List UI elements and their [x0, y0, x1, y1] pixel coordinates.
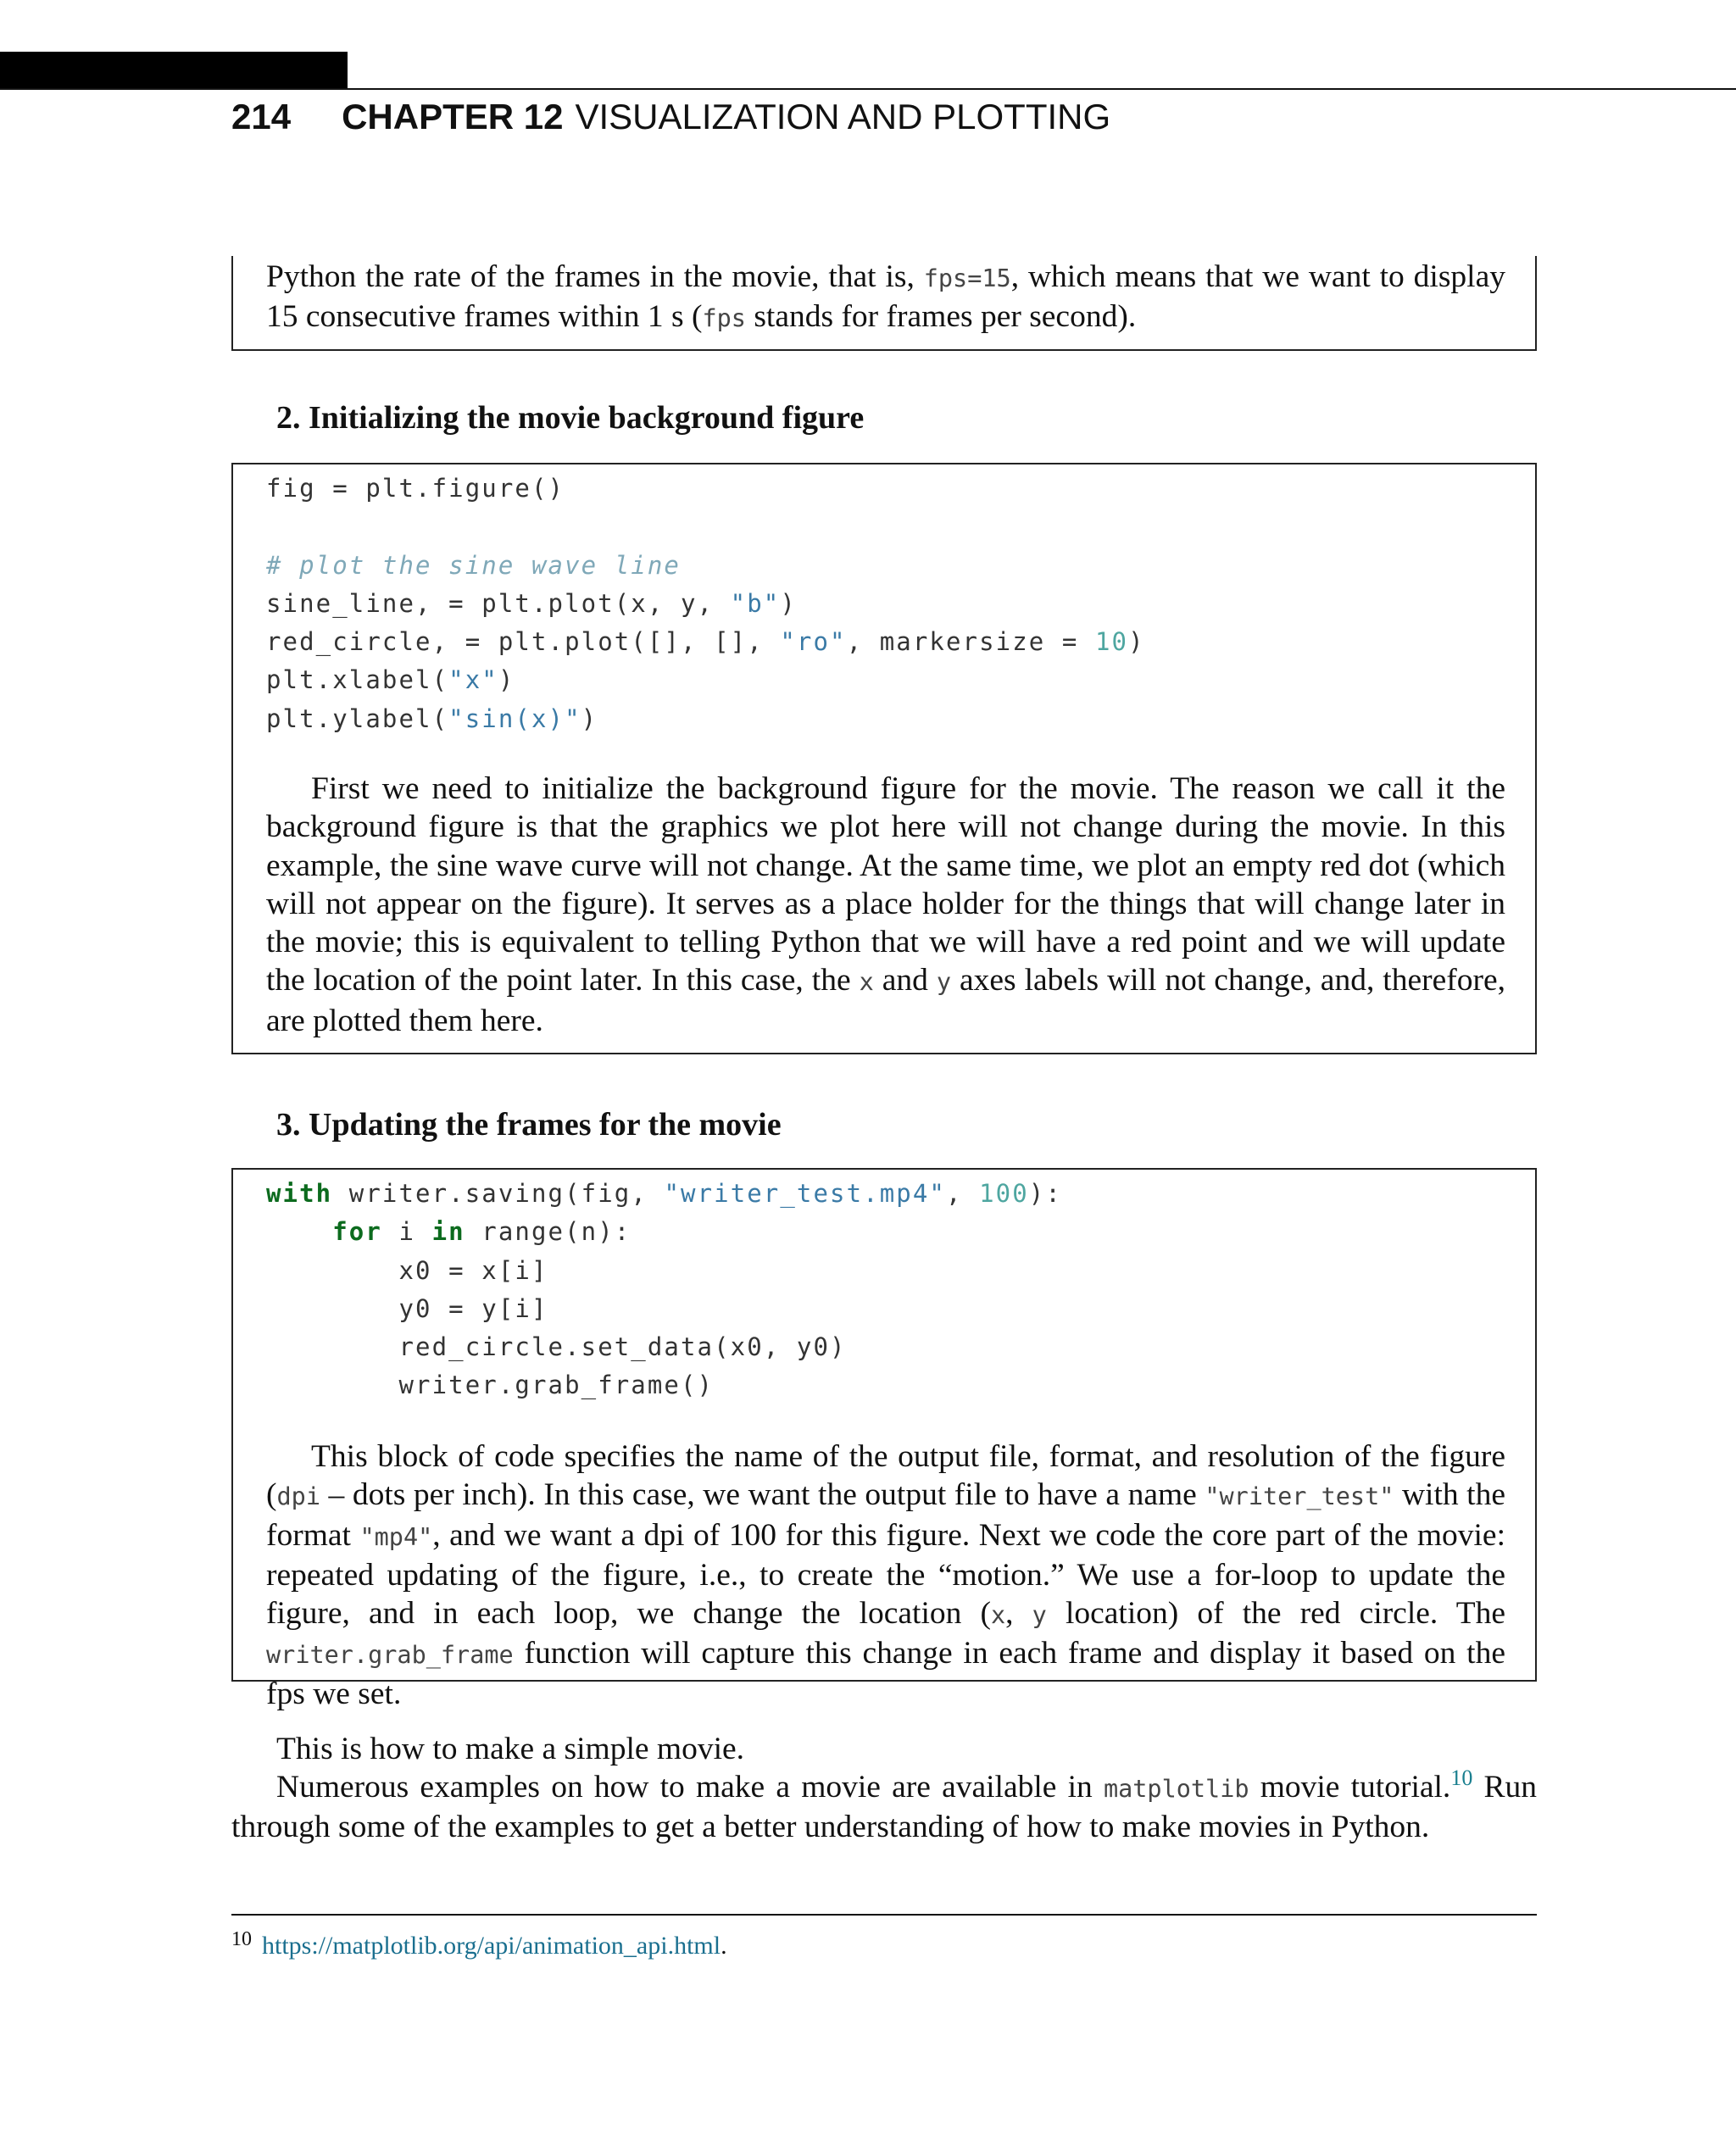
code-token: ): [1128, 627, 1145, 657]
text-run: axes labels will not change, and, therefore, are plotted them here.: [266, 963, 1505, 1038]
footnote: [231, 1922, 727, 1963]
code-token: , markersize =: [846, 627, 1095, 657]
text-run: stands for frames per second).: [745, 299, 1137, 335]
code-token: i: [381, 1217, 432, 1247]
text-run: Run through some of the examples to get a better understanding of how to make movies in Python.: [231, 1770, 1538, 1845]
code-token: ):: [1028, 1179, 1062, 1208]
code-token: range(n):: [465, 1217, 632, 1247]
code-line: y0 = y[i]: [266, 1293, 548, 1323]
text-run: ,: [1005, 1596, 1032, 1632]
inline-code: writer.grab_frame: [266, 1641, 514, 1670]
text-run: , which means that we want to display 15 consecutive frames within 1 s (: [266, 259, 1505, 335]
inline-code: "mp4": [359, 1522, 433, 1551]
code-token: plt.xlabel(: [266, 665, 449, 695]
code-string: "sin(x)": [448, 703, 581, 733]
text-run: – dots per inch). In this case, we want the output file to have a name: [320, 1477, 1205, 1513]
text-run: with the format: [266, 1477, 1505, 1553]
chapter-title: VISUALIZATION AND PLOTTING: [575, 97, 1111, 136]
inline-code: matplotlib: [1103, 1775, 1249, 1803]
code-line: fig = plt.figure(): [266, 474, 565, 503]
closing-paragraph-1: This is how to make a simple movie.: [276, 1732, 745, 1766]
code-number: 100: [979, 1179, 1029, 1208]
inline-code: x: [859, 968, 874, 997]
section-3-box: [231, 1168, 1537, 1711]
section-heading-2: 2. Initializing the movie background figure: [276, 400, 865, 436]
code-number: 10: [1095, 627, 1129, 657]
inline-code: "writer_test": [1205, 1482, 1394, 1511]
code-block-3: [266, 1175, 1062, 1405]
inline-code: y: [1032, 1601, 1047, 1630]
footnote-link[interactable]: https://matplotlib.org/api/animation_api.html: [262, 1932, 721, 1960]
section-2-paragraph: [266, 770, 1505, 1040]
code-line: x0 = x[i]: [266, 1255, 548, 1285]
section-3-paragraph: [266, 1438, 1505, 1713]
code-string: "writer_test.mp4": [664, 1179, 946, 1208]
inline-code: x: [991, 1601, 1006, 1630]
code-keyword: in: [431, 1217, 465, 1247]
text-run: , and we want a dpi of 100 for this figure. Next we code the core part of the movie: repeated updating of the figure, i.e., to create the “motion.” We use a for-loop to update the figure, and in each loop, we change the location (: [266, 1517, 1505, 1632]
text-run: This block of code specifies the name of the output file, format, and resolution of the figure (: [266, 1439, 1505, 1513]
running-head: [231, 93, 1110, 141]
text-run: and: [873, 963, 937, 998]
inline-code: fps: [702, 304, 746, 333]
text-run: Python the rate of the frames in the movie, that is,: [266, 259, 915, 294]
text-run: First we need to initialize the background figure for the movie. The reason we call it the background figure is that the graphics we plot here will not change during the movie. In this example, the sine wave curve will not change. At the same time, we plot an empty red dot (which will not appear on the figure). It serves as a place holder for the things that will change later in the movie; this is equivalent to telling Python that we will have a red point and we will update the location of the point later. In this case, the: [266, 771, 1505, 998]
code-string: "ro": [780, 627, 847, 657]
code-line: writer.grab_frame(): [266, 1371, 715, 1400]
code-token: ): [581, 703, 598, 733]
inline-code: y: [936, 968, 952, 997]
inline-code: fps=15: [923, 264, 1011, 292]
closing-paragraph-2: [231, 1768, 1537, 1847]
code-token: ): [498, 665, 515, 695]
footnote-rule: [231, 1914, 1537, 1916]
code-token: red_circle, = plt.plot([], [],: [266, 627, 781, 657]
section-2-box: [231, 463, 1537, 1054]
footnote-trail: .: [721, 1932, 727, 1960]
code-line: red_circle.set_data(x0, y0): [266, 1332, 847, 1362]
inline-code: dpi: [276, 1482, 320, 1511]
text-run: Numerous examples on how to make a movie are available in: [276, 1770, 1104, 1805]
code-keyword: for: [332, 1217, 382, 1247]
footnote-reference[interactable]: 10: [1450, 1766, 1473, 1790]
code-indent: [266, 1217, 332, 1246]
code-string: "x": [448, 665, 498, 695]
section-heading-3: 3. Updating the frames for the movie: [276, 1107, 782, 1143]
code-token: ,: [945, 1179, 980, 1208]
continued-paragraph: [266, 258, 1505, 338]
code-token: writer.saving(fig,: [332, 1179, 665, 1208]
page-number: 214: [231, 97, 292, 136]
code-token: ): [780, 588, 797, 618]
footnote-mark: 10: [231, 1928, 252, 1950]
code-string: "b": [730, 588, 781, 618]
code-comment: # plot the sine wave line: [266, 550, 681, 580]
continued-box: [231, 256, 1537, 351]
text-run: location) of the red circle. The: [1046, 1596, 1506, 1632]
header-rule: [0, 88, 1736, 90]
code-block-2: [266, 470, 1145, 738]
code-keyword: with: [266, 1179, 333, 1208]
text-run: function will capture this change in each frame and display it based on the fps we set.: [266, 1636, 1505, 1711]
text-run: movie tutorial.: [1249, 1770, 1451, 1805]
code-token: plt.ylabel(: [266, 703, 449, 733]
header-black-bar: [0, 52, 348, 90]
code-token: sine_line, = plt.plot(x, y,: [266, 588, 731, 618]
chapter-label: CHAPTER 12: [342, 97, 564, 136]
